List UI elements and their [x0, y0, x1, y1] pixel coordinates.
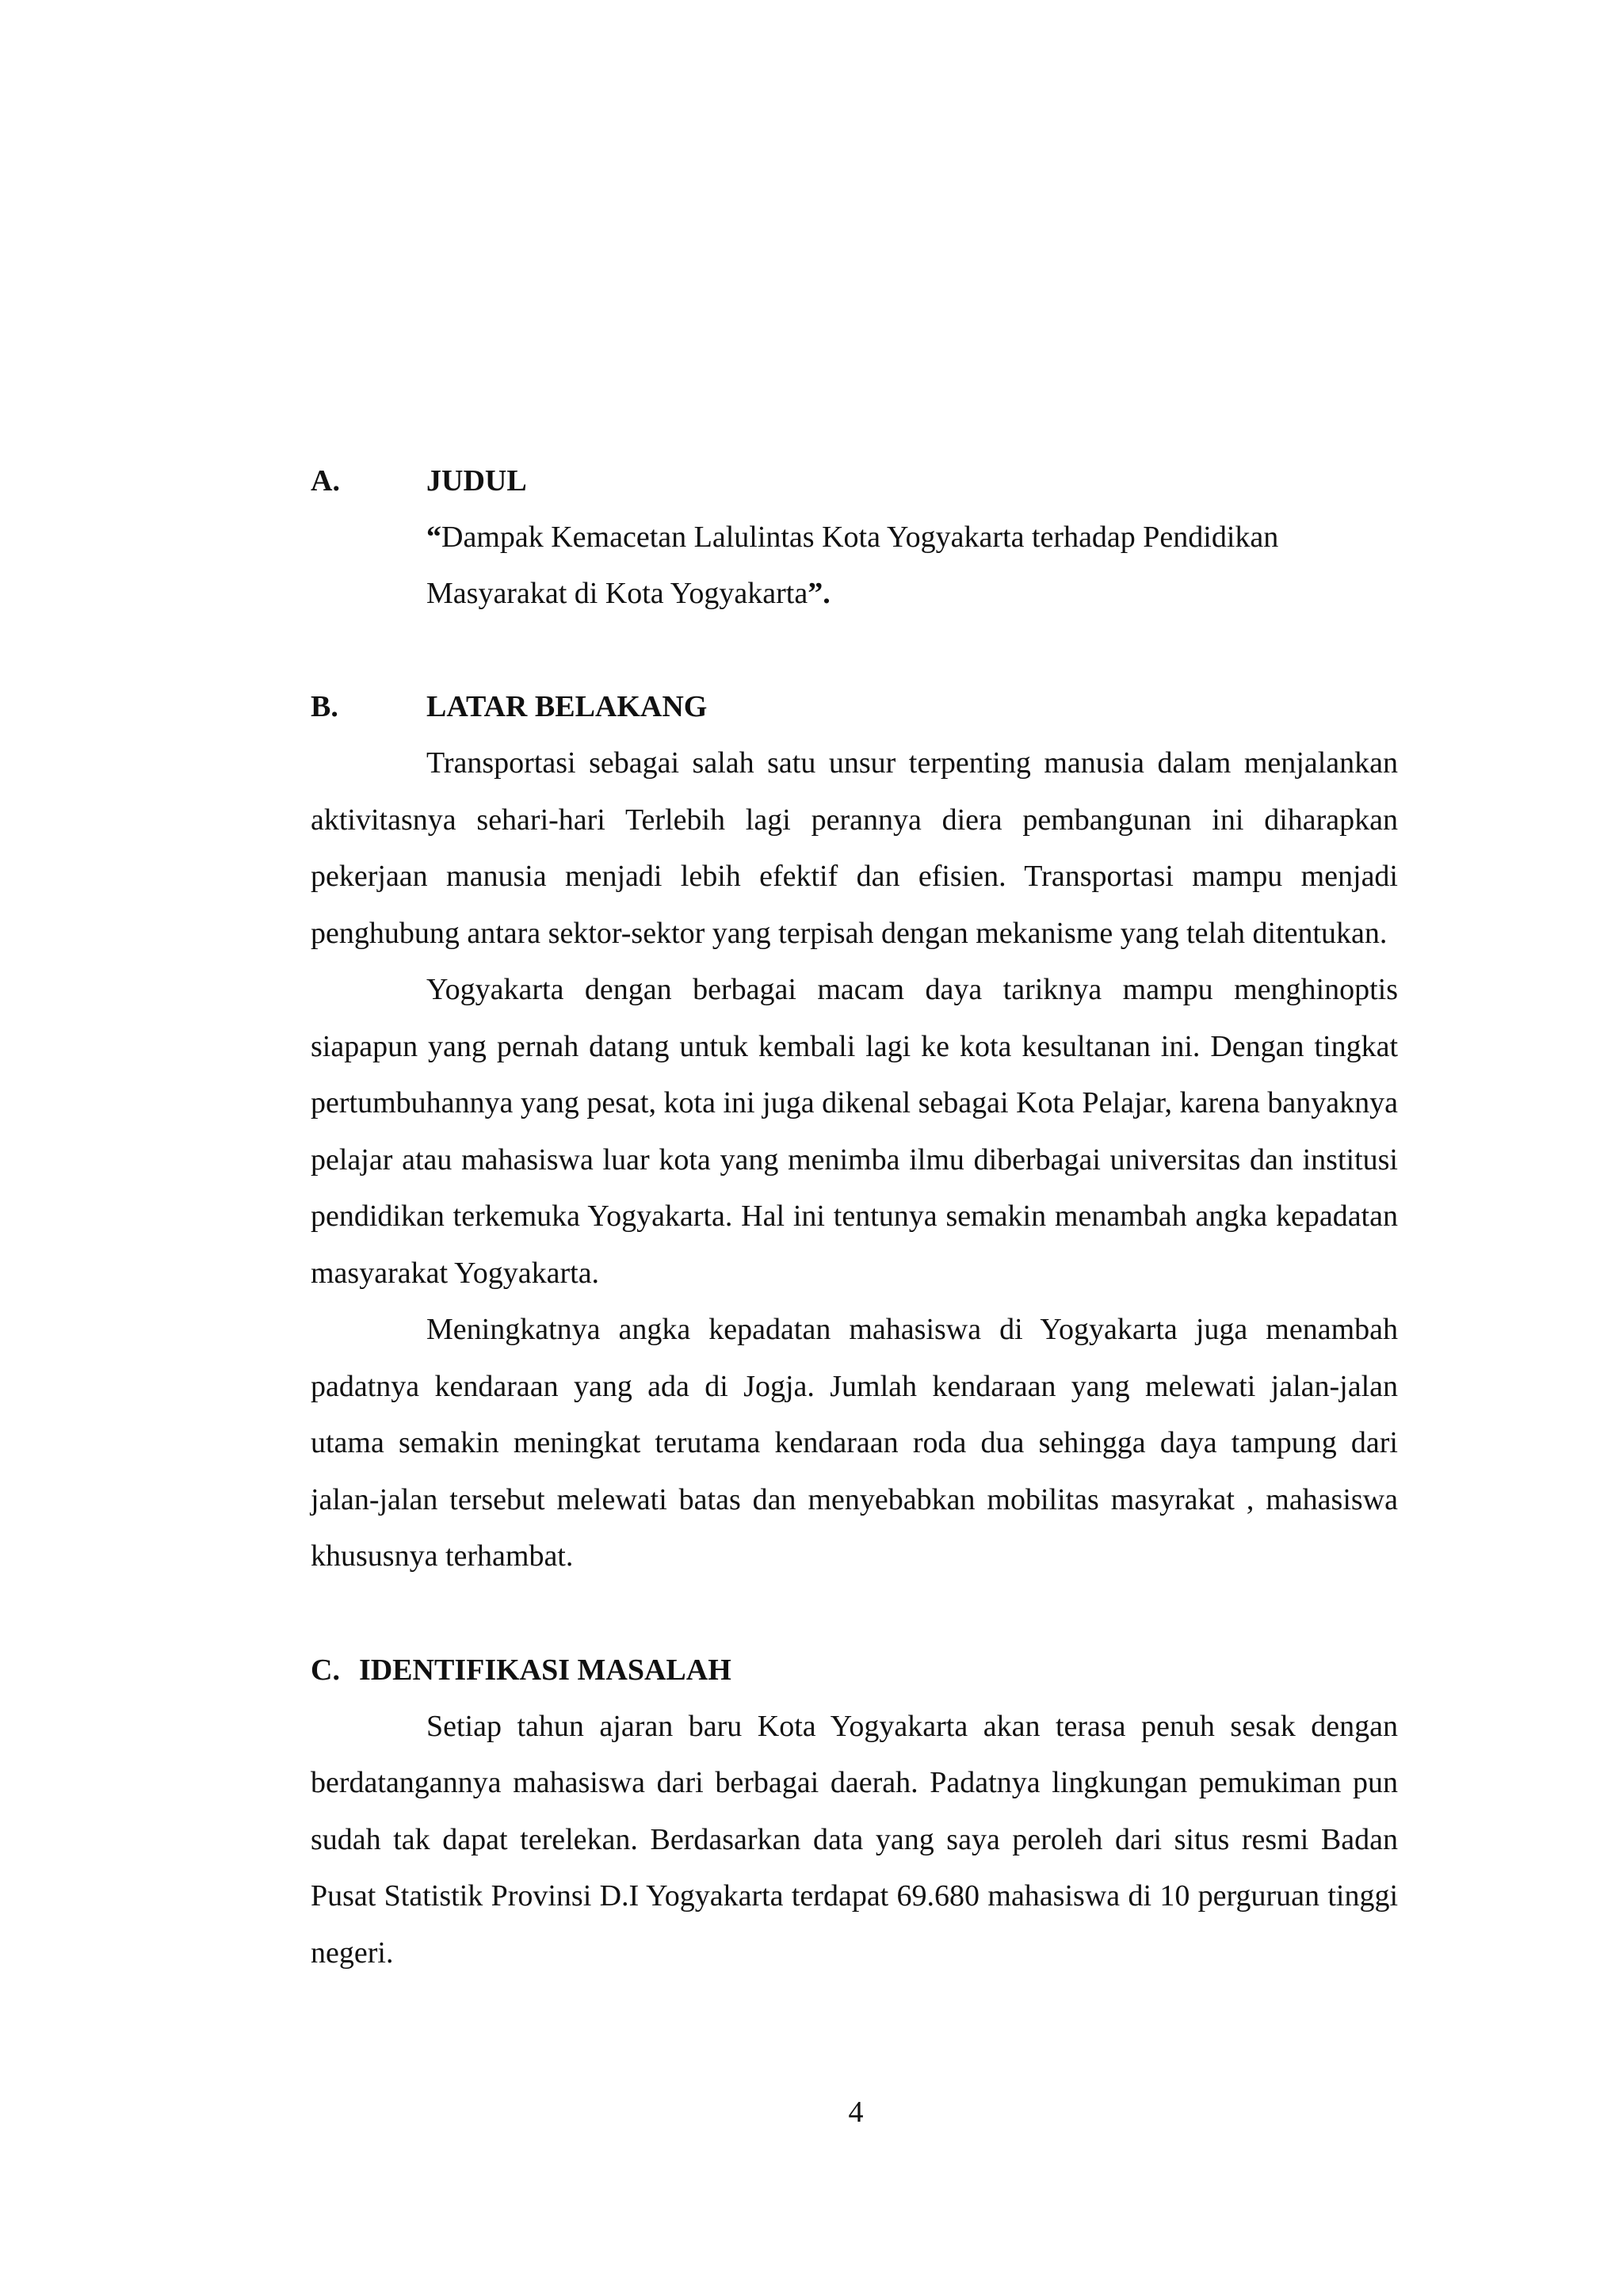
- section-number: B.: [311, 690, 338, 723]
- section-latar-belakang: [311, 679, 1398, 1585]
- close-quote: ”.: [808, 577, 831, 610]
- title-text-2: Masyarakat di Kota Yogyakarta: [426, 577, 808, 610]
- paragraph: Meningkatnya angka kepadatan mahasiswa di Yogyakarta juga menambah padatnya kendaraan yang ada di Jogja. Jumlah kendaraan yang melewati jalan-jalan utama semakin meningkat terutama kendaraan roda dua sehingga daya tampung dari jalan-jalan tersebut melewati batas dan menyebabkan mobilitas masyrakat , mahasiswa khususnya terhambat.: [311, 1313, 1398, 1573]
- research-title-line-1: [426, 509, 1398, 566]
- section-number: C.: [311, 1653, 340, 1687]
- section-heading-latar-belakang: [311, 679, 1398, 735]
- section-spacer: [311, 622, 1398, 679]
- open-quote: “: [426, 521, 441, 554]
- section-identifikasi-masalah: [311, 1642, 1398, 1982]
- paragraph: Setiap tahun ajaran baru Kota Yogyakarta akan terasa penuh sesak dengan berdatangannya mahasiswa dari berbagai daerah. Padatnya lingkungan pemukiman pun sudah tak dapat terelekan. Berdasarkan data yang saya peroleh dari situs resmi Badan Pusat Statistik Provinsi D.I Yogyakarta terdapat 69.680 mahasiswa di 10 perguruan tinggi negeri.: [311, 1709, 1398, 1970]
- paragraph: Yogyakarta dengan berbagai macam daya tariknya mampu menghinoptis siapapun yang pernah datang untuk kembali lagi ke kota kesultanan ini. Dengan tingkat pertumbuhannya yang pesat, kota ini juga dikenal sebagai Kota Pelajar, karena banyaknya pelajar atau mahasiswa luar kota yang menimba ilmu diberbagai universitas dan institusi pendidikan terkemuka Yogyakarta. Hal ini tentunya semakin menambah angka kepadatan masyarakat Yogyakarta.: [311, 973, 1398, 1290]
- section-number: A.: [311, 464, 340, 498]
- section-title: LATAR BELAKANG: [426, 690, 708, 723]
- section-spacer: [311, 1585, 1398, 1642]
- section-heading-judul: [311, 453, 1398, 509]
- page-number: 4: [848, 2096, 864, 2129]
- page-content: [311, 453, 1398, 1981]
- section-heading-identifikasi-masalah: [311, 1642, 1398, 1699]
- section-judul: [311, 453, 1398, 622]
- paragraph: Transportasi sebagai salah satu unsur terpenting manusia dalam menjalankan aktivitasnya sehari-hari Terlebih lagi perannya diera pembangunan ini diharapkan pekerjaan manusia menjadi lebih efektif dan efisien. Transportasi mampu menjadi penghubung antara sektor-sektor yang terpisah dengan mekanisme yang telah ditentukan.: [311, 746, 1398, 950]
- section-title: JUDUL: [426, 464, 527, 498]
- research-title-line-2: [426, 566, 1398, 622]
- section-title: IDENTIFIKASI MASALAH: [358, 1653, 731, 1687]
- research-title: [311, 509, 1398, 622]
- title-text-1: Dampak Kemacetan Lalulintas Kota Yogyakarta terhadap Pendidikan: [441, 521, 1279, 554]
